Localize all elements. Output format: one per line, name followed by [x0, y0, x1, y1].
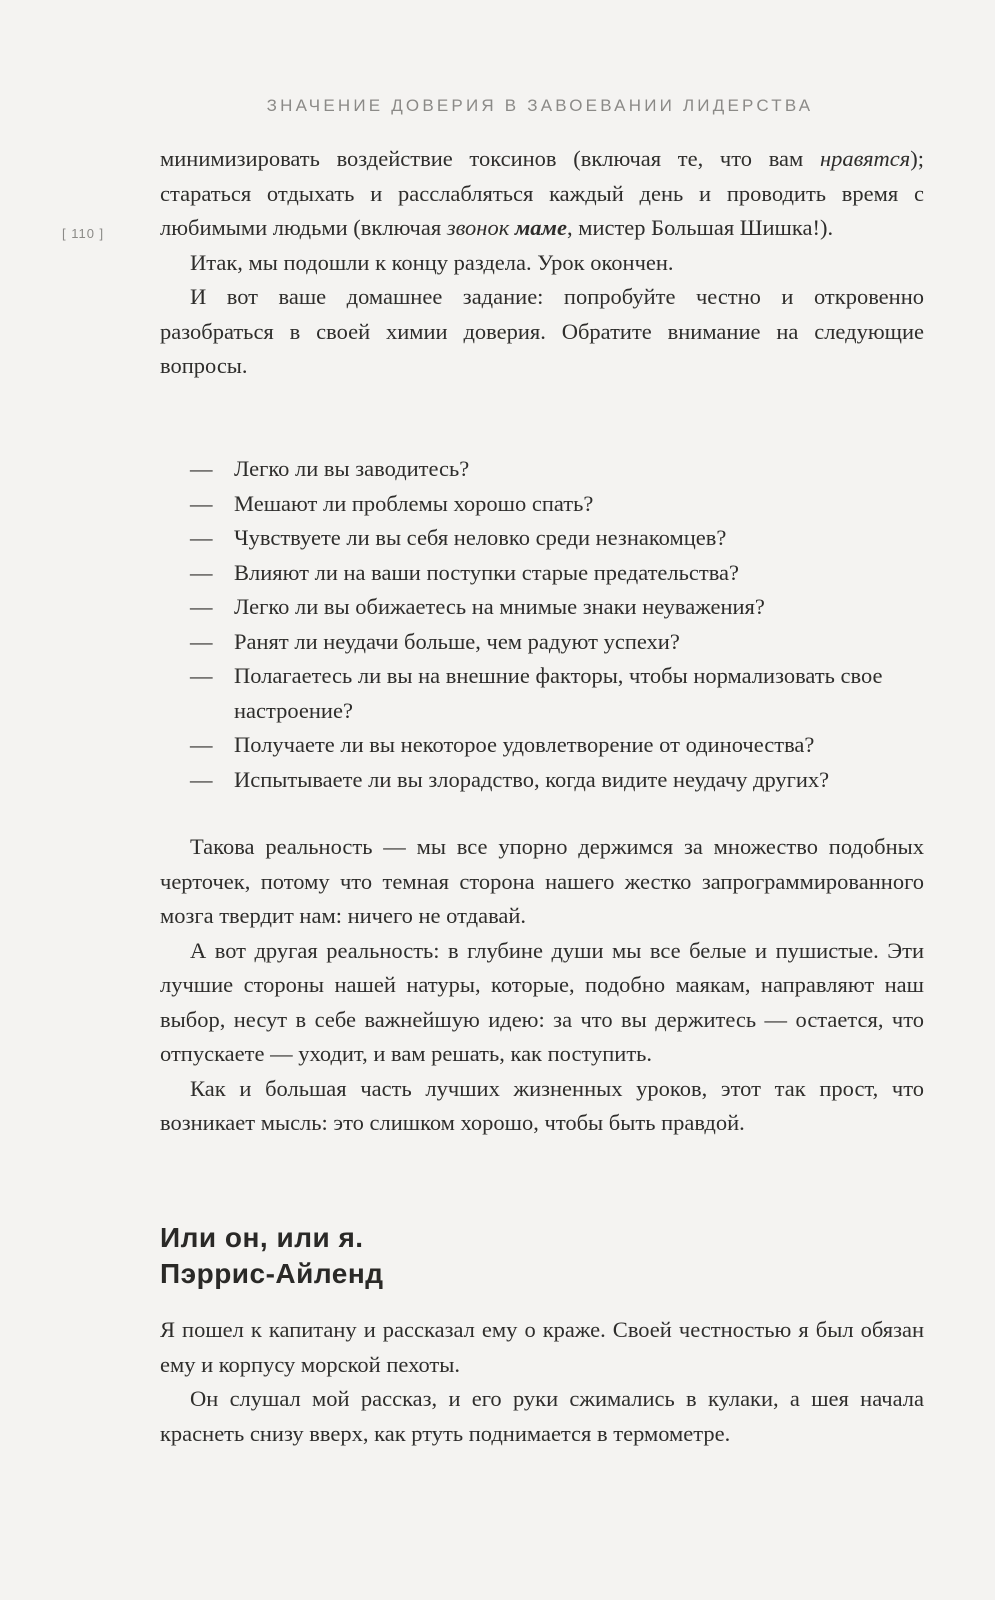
list-dash: — — [190, 594, 213, 619]
question-item — [160, 487, 924, 522]
question-text: Полагаетесь ли вы на внешние факторы, чтобы нормализовать свое настроение? — [234, 663, 883, 723]
section-heading-line-1: Или он, или я. — [160, 1222, 364, 1253]
paragraph-lesson: Как и большая часть лучших жизненных уроков, этот так прост, что возникает мысль: это слишком хорошо, чтобы быть правдой. — [160, 1075, 924, 1135]
section-heading-line-2: Пэррис-Айленд — [160, 1258, 384, 1289]
section-paragraphs — [160, 1313, 924, 1451]
question-text: Чувствуете ли вы себя неловко среди незнакомцев? — [234, 525, 727, 550]
question-item — [160, 590, 924, 625]
question-item — [160, 625, 924, 660]
question-text: Ранят ли неудачи больше, чем радуют успехи? — [234, 628, 680, 654]
paragraph-lesson-end: Итак, мы подошли к концу раздела. Урок окончен. — [190, 249, 674, 275]
question-text: Получаете ли вы некоторое удовлетворение от одиночества? — [234, 732, 815, 757]
question-item — [160, 452, 924, 487]
list-dash: — — [190, 525, 213, 550]
opening-paragraphs — [160, 142, 924, 384]
running-head: ЗНАЧЕНИЕ ДОВЕРИЯ В ЗАВОЕВАНИИ ЛИДЕРСТВА — [266, 96, 814, 115]
paragraph-other-reality: А вот другая реальность: в глубине души мы все белые и пушистые. Эти лучшие стороны нашей натуры, которые, подобно маякам, направляют наш выбор, несут в себе важнейшую идею: за что вы держитесь — остается, что отпускаете — уходит, и вам решать, как поступить. — [160, 937, 924, 1066]
section-heading — [160, 1220, 924, 1292]
question-text: Легко ли вы обижаетесь на мнимые знаки неуважения? — [234, 594, 765, 619]
question-text: Испытываете ли вы злорадство, когда видите неудачу других? — [234, 766, 830, 792]
question-list-block — [160, 452, 924, 797]
question-text: Мешают ли проблемы хорошо спать? — [234, 490, 594, 516]
question-item — [160, 659, 924, 728]
paragraph-reality: Такова реальность — мы все упорно держимся за множество подобных черточек, потому что темная сторона нашего жестко запрограммированного мозга твердит нам: ничего не отдавай. — [160, 834, 924, 928]
paragraph-reaction: Он слушал мой рассказ, и его руки сжимались в кулаки, а шея начала краснеть снизу вверх, как ртуть поднимается в термометре. — [160, 1386, 924, 1446]
question-item — [160, 556, 924, 591]
list-dash: — — [190, 628, 213, 654]
list-dash: — — [190, 559, 213, 585]
list-dash: — — [190, 766, 213, 792]
page-number: [ 110 ] — [62, 226, 105, 241]
question-item — [160, 763, 924, 798]
paragraph-captain: Я пошел к капитану и рассказал ему о краже. Своей честностью я был обязан ему и корпусу морской пехоты. — [160, 1317, 924, 1377]
list-dash: — — [190, 490, 213, 516]
question-item — [160, 521, 924, 556]
list-dash: — — [190, 732, 213, 757]
middle-paragraphs — [160, 830, 924, 1141]
question-list — [160, 452, 924, 797]
question-text: Легко ли вы заводитесь? — [234, 456, 470, 481]
paragraph-continuation: минимизировать воздействие токсинов (включая те, что вам нравятся); стараться отдыхать и расслабляться каждый день и проводить время с любимыми людьми (включая звонок маме, мистер Большая Шишка!). — [160, 146, 924, 240]
question-text: Влияют ли на ваши поступки старые предательства? — [234, 559, 740, 585]
paragraph-homework: И вот ваше домашнее задание: попробуйте честно и откровенно разобраться в своей химии доверия. Обратите внимание на следующие вопросы. — [160, 284, 924, 378]
list-dash: — — [190, 456, 213, 481]
question-item — [160, 728, 924, 763]
list-dash: — — [190, 663, 213, 688]
